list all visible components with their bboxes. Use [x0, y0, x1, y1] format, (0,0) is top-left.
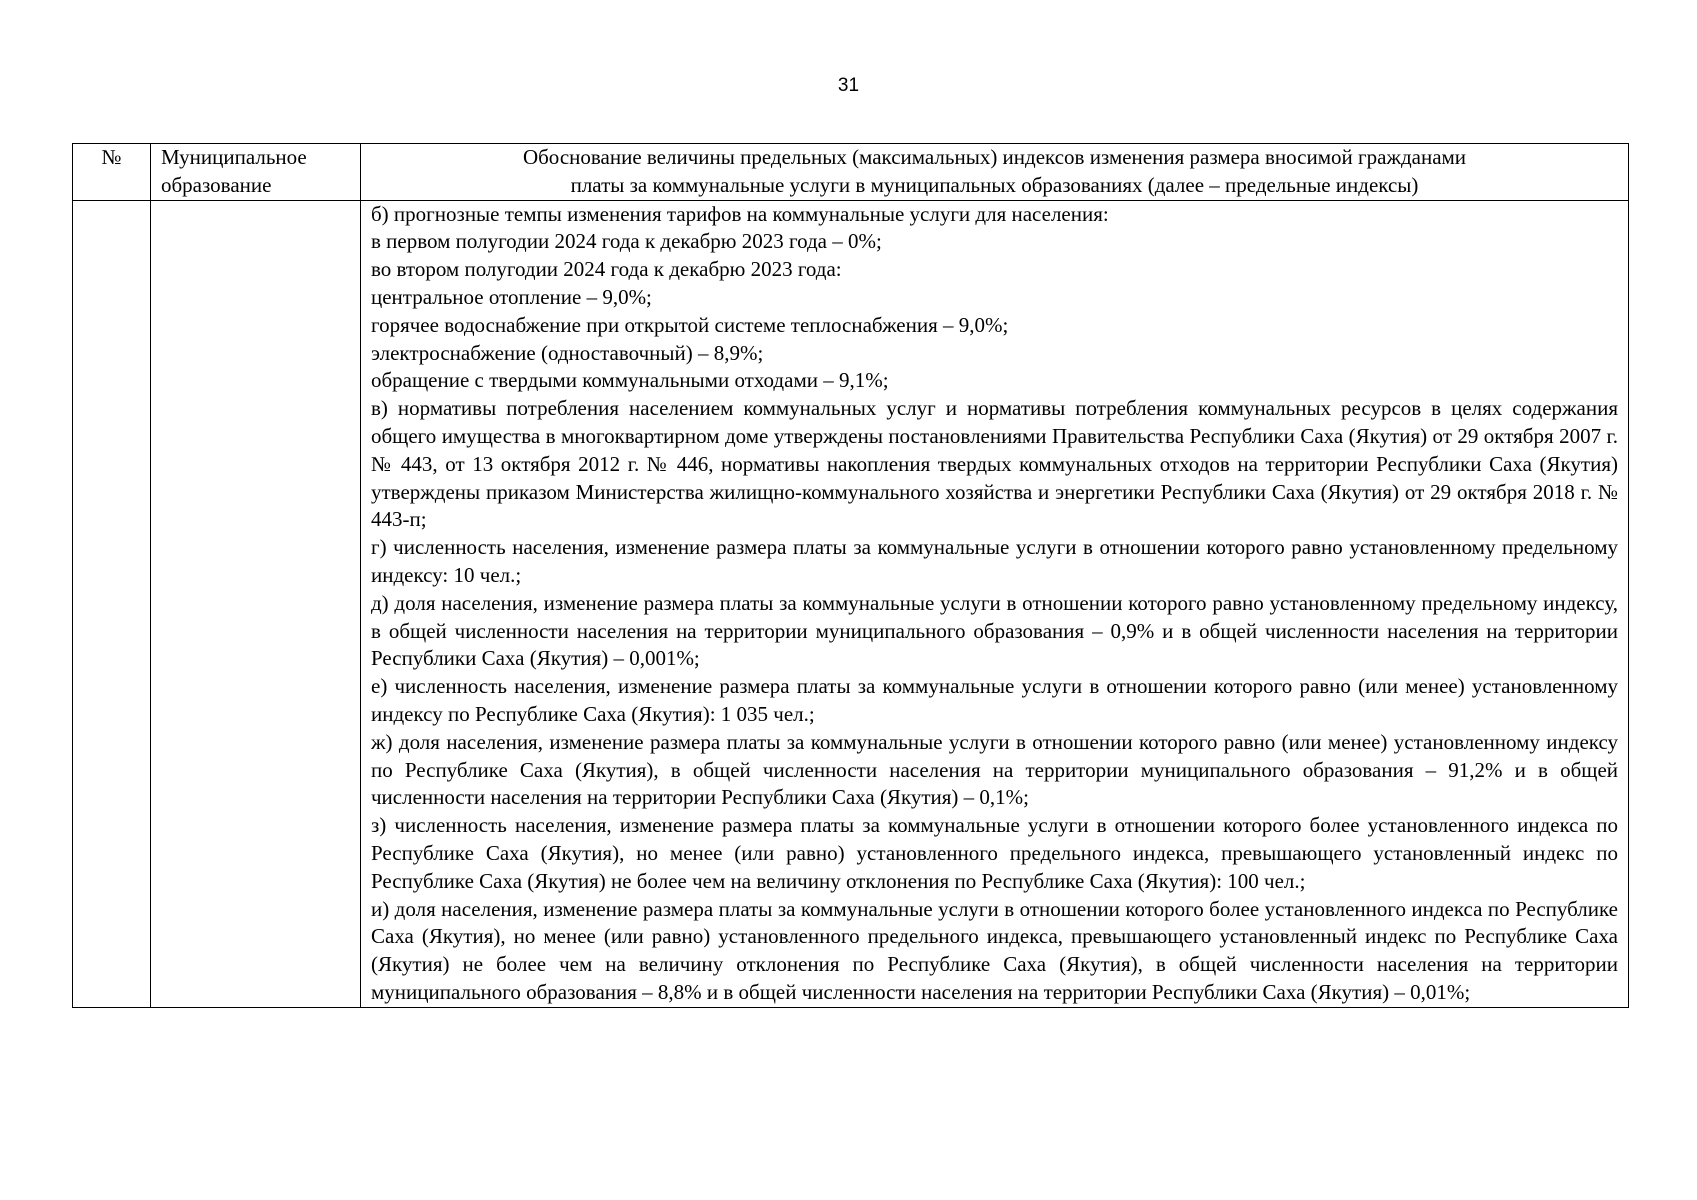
forecast-first-half: в первом полугодии 2024 года к декабрю 2023 года – 0%; [371, 229, 882, 254]
header-number: № [73, 144, 151, 201]
forecast-heading: б) прогнозные темпы изменения тарифов на коммунальные услуги для населения: [371, 201, 1109, 226]
page-number: 31 [837, 75, 860, 96]
paragraph-i-population-share: и) доля населения, изменение размера платы за коммунальные услуги в отношении которого более установленного индекса по Республике Саха (Якутия), но менее (или равно) установленного предельного индекса, превышающего установленный индекс по Республике Саха (Якутия) не более чем на величину отклонения по Республике Саха (Якутия), в общей численности населения на территории муниципального образования – 8,8% и в общей численности населения на территории Республики Саха (Якутия) – 0,01%; [371, 896, 1618, 1004]
header-municipality-line-2: образование [161, 172, 272, 197]
forecast-second-half: во втором полугодии 2024 года к декабрю 2023 года: [371, 257, 842, 282]
forecast-solid-waste: обращение с твердыми коммунальными отходами – 9,1%; [371, 368, 889, 393]
cell-number [73, 200, 151, 1007]
header-municipality-line-1: Муниципальное [161, 145, 307, 169]
paragraph-z-population-count: з) численность населения, изменение размера платы за коммунальные услуги в отношении которого более установленного индекса по Республике Саха (Якутия), но менее (или равно) установленного предельного индекса, превышающего установленный индекс по Республике Саха (Якутия) не более чем на величину отклонения по Республике Саха (Якутия): 100 чел.; [371, 813, 1618, 893]
cell-justification [361, 200, 1629, 1007]
paragraph-e-population-count: е) численность населения, изменение размера платы за коммунальные услуги в отношении которого равно (или менее) установленному индексу по Республике Саха (Якутия): 1 035 чел.; [371, 674, 1618, 726]
paragraph-v-norms: в) нормативы потребления населением коммунальных услуг и нормативы потребления коммунальных ресурсов в целях содержания общего имущества в многоквартирном доме утверждены постановлениями Правительства Республики Саха (Якутия) от 29 октября 2007 г. № 443, от 13 октября 2012 г. № 446, нормативы накопления твердых коммунальных отходов на территории Республики Саха (Якутия) утверждены приказом Министерства жилищно-коммунального хозяйства и энергетики Республики Саха (Якутия) от 29 октября 2018 г. № 443-п; [371, 396, 1618, 532]
cell-municipality [151, 200, 361, 1007]
forecast-electricity: электроснабжение (одноставочный) – 8,9%; [371, 340, 764, 365]
header-justification-line-2: платы за коммунальные услуги в муниципальных образованиях (далее – предельные индексы) [570, 172, 1419, 197]
forecast-heating: центральное отопление – 9,0%; [371, 284, 652, 309]
header-municipality [151, 144, 361, 201]
paragraph-g-population-count: г) численность населения, изменение размера платы за коммунальные услуги в отношении которого равно установленному предельному индексу: 10 чел.; [371, 535, 1618, 587]
table-row [73, 200, 1629, 1007]
paragraph-d-population-share: д) доля населения, изменение размера платы за коммунальные услуги в отношении которого равно установленному предельному индексу, в общей численности населения на территории муниципального образования – 0,9% и в общей численности населения на территории Республики Саха (Якутия) – 0,001%; [371, 590, 1618, 671]
header-justification-line-1: Обоснование величины предельных (максимальных) индексов изменения размера вносимой гражданами [522, 145, 1467, 169]
justification-table [72, 143, 1629, 1008]
forecast-hot-water: горячее водоснабжение при открытой системе теплоснабжения – 9,0%; [371, 312, 1009, 337]
paragraph-zh-population-share: ж) доля населения, изменение размера платы за коммунальные услуги в отношении которого равно (или менее) установленному индексу по Республике Саха (Якутия), в общей численности населения на территории муниципального образования – 91,2% и в общей численности населения на территории Республики Саха (Якутия) – 0,1%; [371, 729, 1618, 810]
table-header-row [73, 144, 1629, 201]
header-justification [361, 144, 1629, 201]
